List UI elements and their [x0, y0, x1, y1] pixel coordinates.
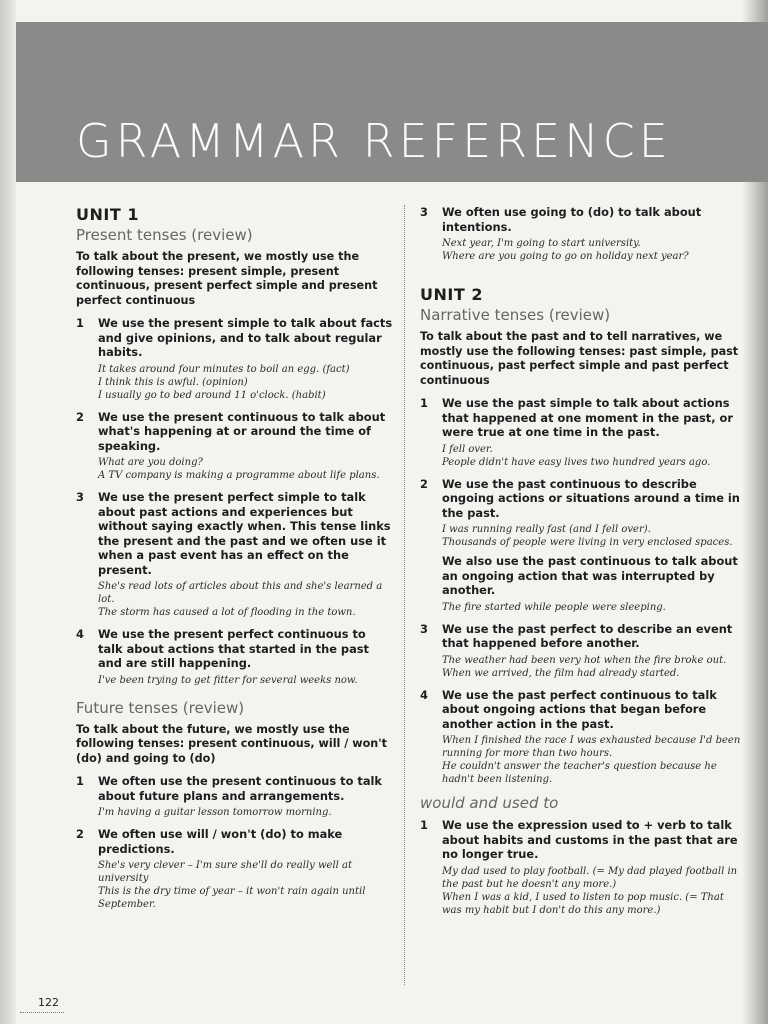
rule-text: We also use the past continuous to talk about an ongoing action that was interrupted by another. — [442, 554, 738, 597]
rule-item — [76, 827, 394, 911]
example: This is the dry time of year – it won't rain again until September. — [98, 886, 366, 910]
column-divider — [404, 205, 405, 985]
rule-text: We use the past perfect continuous to talk about ongoing actions that began before another action in the past. — [442, 687, 717, 731]
rule-number: 3 — [420, 621, 428, 636]
rule-text: We use the present simple to talk about facts and give opinions, and to talk about regular habits. — [98, 316, 393, 359]
rule-number: 1 — [420, 818, 428, 832]
rule-number: 2 — [420, 476, 428, 491]
example: Next year, I'm going to start university. — [442, 238, 641, 249]
example: Where are you going to go on holiday next year? — [442, 251, 689, 262]
example: People didn't have easy lives two hundred years ago. — [442, 456, 711, 468]
section-heading: Future tenses (review) — [76, 698, 245, 717]
section-heading: Present tenses (review) — [76, 226, 253, 244]
rule-item — [76, 316, 394, 402]
rule-number: 3 — [420, 205, 428, 219]
rule-number: 1 — [76, 316, 84, 330]
page-number-rule — [20, 1012, 64, 1013]
page-title: GRAMMAR REFERENCE — [76, 114, 672, 168]
rule-text: We often use going to (do) to talk about intentions. — [442, 205, 702, 234]
rule-number: 1 — [76, 774, 84, 788]
example: I think this is awful. (opinion) — [98, 376, 248, 388]
rule-item — [76, 774, 394, 819]
rule-text: We use the present continuous to talk about what's happening at or around the time of speaking. — [98, 409, 386, 453]
example: When I was a kid, I used to listen to pop music. (= That was my habit but I don't do this any more.) — [442, 891, 724, 916]
rule-text: We use the expression used to + verb to talk about habits and customs in the past that are no longer true. — [442, 818, 738, 861]
rule-text: We use the past simple to talk about actions that happened at one moment in the past, or were true at one time in the past. — [442, 396, 733, 439]
example: She's read lots of articles about this and she's learned a lot. — [98, 581, 383, 605]
example: When we arrived, the film had already started. — [442, 667, 680, 679]
rule-number: 3 — [76, 490, 84, 504]
rule-number: 2 — [76, 409, 84, 424]
example: What are you doing? — [98, 457, 203, 468]
example: I usually go to bed around 11 o'clock. (habit) — [98, 389, 326, 401]
rule-item — [76, 490, 394, 619]
section-intro: To talk about the future, we mostly use the following tenses: present continuous, will / won't (do) and going to (do) — [76, 722, 388, 765]
rule-text: We use the past continuous to describe ongoing actions or situations around a time in the past. — [442, 476, 740, 520]
unit-title: UNIT 1 — [76, 205, 139, 224]
rule-number: 1 — [420, 396, 428, 410]
example: The weather had been very hot when the fire broke out. — [442, 654, 727, 666]
rule-text: We use the present perfect simple to talk about past actions and experiences but without saying exactly when. This tense links the present and the past and we often use it when a past event has an effect on the present. — [98, 490, 391, 577]
example: She's very clever – I'm sure she'll do really well at university — [98, 860, 353, 884]
right-column — [420, 205, 742, 925]
example: The fire started while people were sleeping. — [442, 601, 666, 613]
page-number: 122 — [38, 996, 59, 1009]
example: I was running really fast (and I fell over). — [442, 524, 651, 535]
example: I'm having a guitar lesson tomorrow morning. — [98, 807, 332, 818]
rule-item — [76, 410, 394, 483]
example: When I finished the race I was exhausted because I'd been running for more than two hours. — [442, 735, 741, 759]
rule-text: We often use will / won't (do) to make predictions. — [98, 827, 343, 856]
unit-title: UNIT 2 — [420, 285, 483, 304]
example: He couldn't answer the teacher's question because he hadn't been listening. — [442, 761, 717, 785]
section-intro: To talk about the present, we mostly use the following tenses: present simple, present continuous, present perfect simple and present perfect continuous — [76, 250, 378, 307]
section-heading: would and used to — [420, 794, 559, 812]
example: A TV company is making a programme about life plans. — [98, 470, 380, 481]
rule-item — [420, 477, 742, 614]
example: My dad used to play football. (= My dad played football in the past but he doesn't any more.) — [442, 865, 738, 890]
example: I fell over. — [442, 443, 493, 455]
rule-number: 4 — [420, 687, 428, 702]
rule-item — [420, 622, 742, 680]
left-column — [76, 205, 394, 919]
example: It takes around four minutes to boil an egg. (fact) — [98, 363, 350, 375]
example: I've been trying to get fitter for several weeks now. — [98, 674, 358, 686]
example: The storm has caused a lot of flooding in the town. — [98, 607, 356, 618]
rule-item — [76, 627, 394, 687]
rule-item — [420, 205, 742, 263]
section-intro: To talk about the past and to tell narratives, we mostly use the following tenses: past simple, past continuous, past perfect simple and past perfect continuous — [420, 330, 739, 387]
rule-item — [420, 396, 742, 469]
rule-text: We often use the present continuous to talk about future plans and arrangements. — [98, 774, 383, 803]
page-binding-shadow — [0, 0, 16, 1024]
header-banner — [16, 22, 768, 182]
rule-text: We use the present perfect continuous to talk about actions that started in the past and are still happening. — [98, 627, 369, 670]
section-heading: Narrative tenses (review) — [420, 306, 611, 324]
rule-number: 4 — [76, 627, 84, 641]
rule-text: We use the past perfect to describe an event that happened before another. — [442, 621, 733, 650]
rule-item — [420, 688, 742, 787]
example: Thousands of people were living in very enclosed spaces. — [442, 537, 733, 548]
rule-number: 2 — [76, 827, 84, 841]
rule-item — [420, 818, 742, 917]
